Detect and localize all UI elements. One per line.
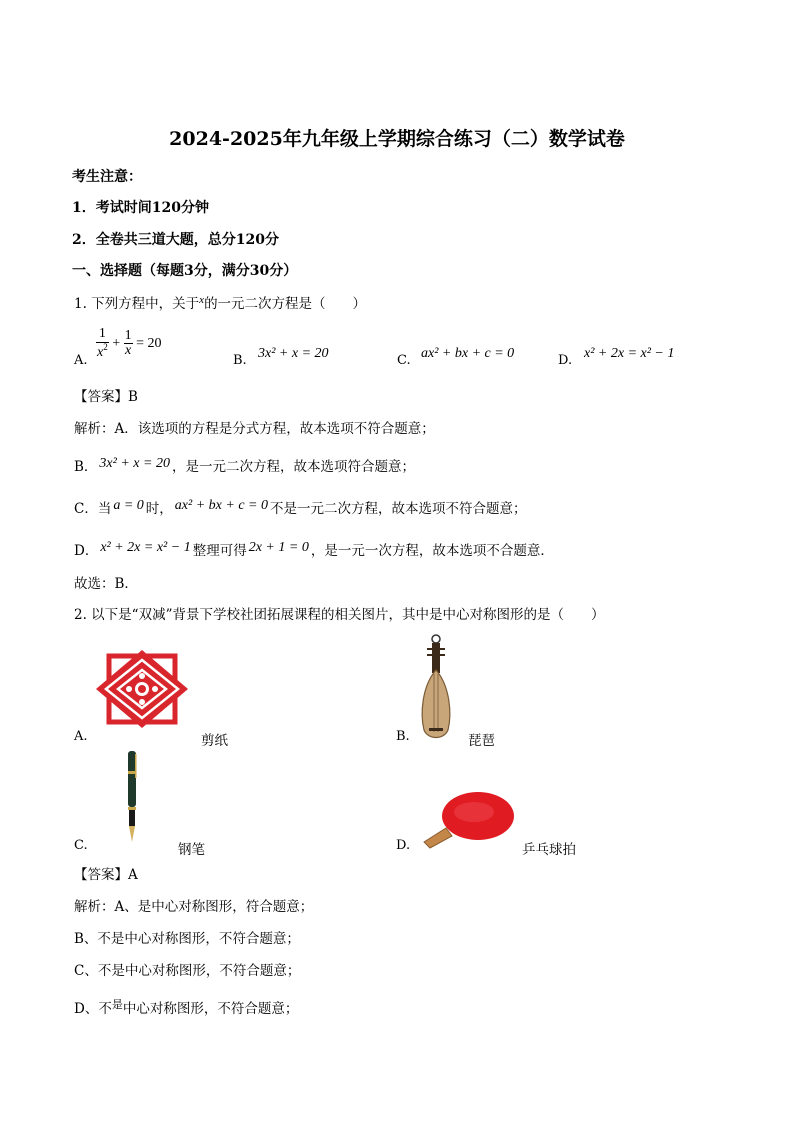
fountain-pen-icon — [124, 751, 140, 843]
option-a-expression: $\frac{1}{x^2}$ + $\frac{1}{x}$ = 20 — [97, 326, 162, 360]
option-b-caption: 琵琶 — [468, 733, 495, 749]
notice-item: 1．考试时间120分钟 — [72, 200, 209, 216]
option-a-label: A. — [74, 353, 88, 368]
option-d-caption: 乒乓球拍 — [522, 842, 576, 858]
option-a-label: A. — [74, 729, 88, 744]
option-b-expression: 3x² + x = 20 — [258, 346, 329, 361]
paper-cut-icon — [96, 650, 188, 728]
answer: 【答案】A — [74, 867, 138, 883]
analysis-line: D、不$^是$中心对称图形，不符合题意； — [74, 998, 299, 1017]
option-d-label: D. — [396, 838, 411, 853]
option-c-caption: 钢笔 — [178, 842, 205, 858]
question-2-stem: 2. 以下是“双减”背景下学校社团拓展课程的相关图片，其中是中心对称图形的是（ ） — [74, 607, 605, 623]
analysis-line: 解析：A．该选项的方程是分式方程，故本选项不符合题意； — [74, 421, 435, 437]
option-c-label: C. — [397, 353, 411, 368]
page-title: 2024-2025年九年级上学期综合练习（二）数学试卷 — [169, 128, 625, 150]
analysis-line: D． x² + 2x = x² − 1 整理可得 2x + 1 = 0 ，是一元一次方程，故本选项不合题意． — [74, 540, 554, 559]
question-1-stem: 1. 下列方程中，关于$^x$的一元二次方程是（ ） — [74, 294, 367, 312]
pipa-icon — [418, 634, 454, 744]
option-d-expression: x² + 2x = x² − 1 — [584, 346, 675, 361]
conclusion: 故选：B． — [74, 576, 138, 592]
option-d-label: D. — [558, 353, 573, 368]
analysis-line: C．当 a = 0 时， ax² + bx + c = 0 不是一元二次方程，故本选项不符合题意； — [74, 498, 527, 517]
option-a-caption: 剪纸 — [201, 733, 228, 749]
analysis-line: B、不是中心对称图形，不符合题意； — [74, 931, 300, 947]
analysis-line: B． 3x² + x = 20 ，是一元二次方程，故本选项符合题意； — [74, 456, 415, 475]
option-b-label: B. — [233, 353, 247, 368]
answer: 【答案】B — [74, 389, 138, 405]
option-c-label: C. — [74, 838, 88, 853]
section-heading: 一、选择题（每题3分，满分30分） — [72, 263, 298, 279]
ping-pong-paddle-icon — [420, 792, 518, 848]
analysis-line: C、不是中心对称图形，不符合题意； — [74, 963, 301, 979]
option-c-expression: ax² + bx + c = 0 — [421, 346, 515, 361]
notice-heading: 考生注意： — [72, 169, 142, 185]
analysis-line: 解析：A、是中心对称图形，符合题意； — [74, 899, 314, 915]
option-b-label: B. — [396, 729, 410, 744]
notice-item: 2．全卷共三道大题，总分120分 — [72, 232, 279, 248]
